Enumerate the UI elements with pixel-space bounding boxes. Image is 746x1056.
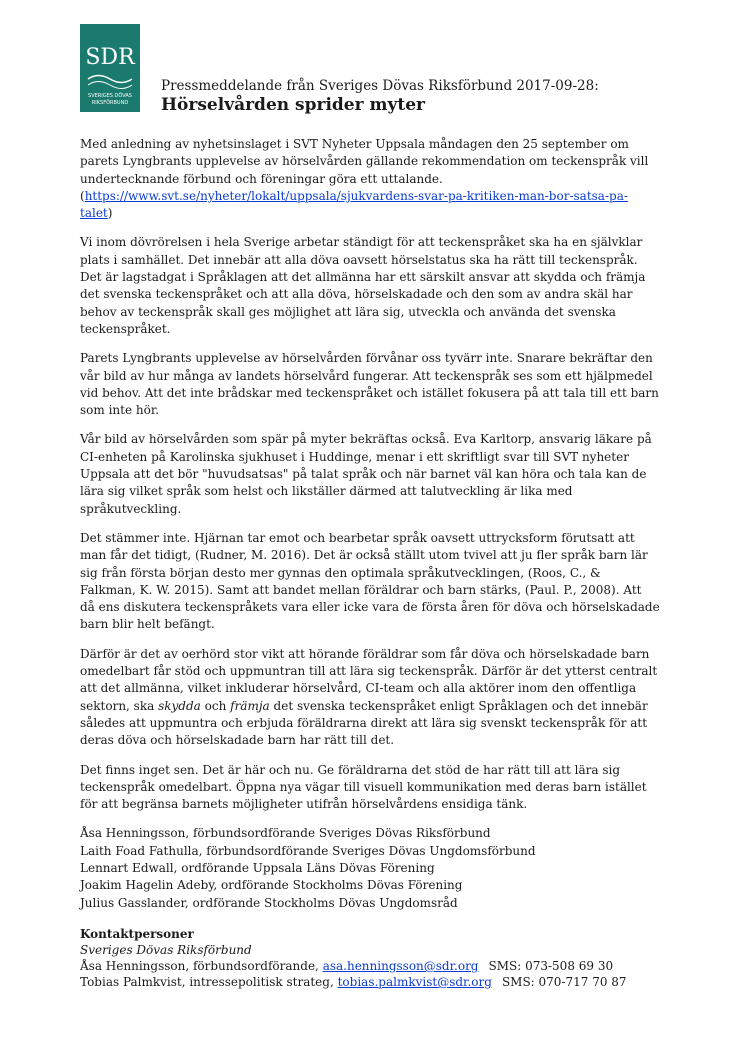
paragraph-1-open: (	[80, 188, 85, 203]
paragraph-3: Parets Lyngbrants upplevelse av hörselvården förvånar oss tyvärr inte. Snarare bekräftar den vår bild av hur många av landets hörselvård fungerar. Att teckenspråk ses som ett hjälpmedel vid behov. Att det inte brådskar med teckenspråket och istället fokusera på att tala till ett barn som inte hör.	[80, 351, 659, 418]
sdr-logo-graphic	[80, 24, 140, 112]
contact-name: Åsa Henningsson, förbundsordförande,	[80, 958, 323, 973]
emphasis-framja: främja	[230, 698, 270, 713]
paragraph-2: Vi inom dövrörelsen i hela Sverige arbetar ständigt för att teckenspråket ska ha en självklar plats i samhället. Det innebär att alla döva oavsett hörselstatus ska ha rätt till teckenspråk. Det är lagstadgat i Språklagen att det allmänna har ett särskilt ansvar att skydda och främja det svenska teckenspråket och att alla döva, hörselskadade och den som av andra skäl har behov av teckenspråk skall ges möjlighet att lära sig, utveckla och använda det svenska teckenspråket.	[80, 235, 646, 336]
paragraph-1-text: Med anledning av nyhetsinslaget i SVT Nyheter Uppsala måndagen den 25 september om parets Lyngbrants upplevelse av hörselvården gällande rekommendation om teckenspråk vill undertecknande förbund och föreningar göra ett uttalande.	[80, 137, 649, 186]
paragraph-6	[80, 646, 660, 750]
contact-person	[80, 974, 660, 990]
paragraph-4: Vår bild av hörselvården som spär på myter bekräftas också. Eva Karltorp, ansvarig läkare på CI-enheten på Karolinska sjukhuset i Huddinge, menar i ett skriftligt svar till SVT nyheter Uppsala att det bör "huvudsatsas" på talat språk och när barnet väl kan höra och tala kan de lära sig vilket språk som helst och likställer därmed att talutveckling är lika med språkutveckling.	[80, 432, 652, 516]
signature-line: Julius Gasslander, ordförande Stockholms Dövas Ungdomsråd	[80, 895, 458, 910]
contact-person	[80, 958, 660, 974]
paragraph-6-part-b: och	[200, 698, 231, 713]
signature-line: Laith Foad Fathulla, förbundsordförande Sveriges Dövas Ungdomsförbund	[80, 843, 536, 858]
logo-line1: SVERIGES DÖVAS	[88, 93, 132, 99]
signature-line: Åsa Henningsson, förbundsordförande Sveriges Dövas Riksförbund	[80, 826, 491, 841]
contact-email-link[interactable]: asa.henningsson@sdr.org	[322, 958, 479, 973]
document-body	[80, 136, 660, 990]
svt-article-link[interactable]: https://www.svt.se/nyheter/lokalt/uppsala/sjukvardens-svar-pa-kritiken-man-bor-satsa-pa-talet	[80, 188, 628, 221]
signature-line: Lennart Edwall, ordförande Uppsala Läns Dövas Förening	[80, 860, 435, 875]
contact-sms: SMS: 070-717 70 87	[501, 974, 627, 989]
contact-section	[80, 926, 660, 990]
emphasis-skydda: skydda	[158, 698, 201, 713]
document-header	[161, 78, 599, 115]
paragraph-6-part-a: Därför är det av oerhörd stor vikt att hörande föräldrar som får döva och hörselskadade barn omedelbart får stöd och uppmuntran till att lära sig teckenspråk. Därför är det ytterst centralt att det allmänna, vilket inkluderar hörselvård, CI-team och alla aktörer inom den offentliga sektorn, ska	[80, 646, 658, 713]
press-release-subtitle: Pressmeddelande från Sveriges Dövas Riksförbund 2017-09-28:	[161, 78, 599, 94]
sdr-logo	[80, 24, 140, 112]
paragraph-7: Det finns inget sen. Det är här och nu. Ge föräldrarna det stöd de har rätt till att lära sig teckenspråk omedelbart. Öppna nya vägar till visuell kommunikation med deras barn istället för att begränsa barnets möjligheter utifrån hörselvårdens ensidiga tänk.	[80, 762, 647, 812]
paragraph-6-part-c: det svenska teckenspråket enligt Språklagen och det innebär således att uppmuntra och erbjuda föräldrarna direkt att lära sig svenskt teckenspråk för att deras döva och hörselskadade barn har rätt till det.	[80, 698, 648, 748]
contact-email-link[interactable]: tobias.palmkvist@sdr.org	[337, 974, 492, 989]
signatures	[80, 825, 660, 911]
logo-letters: SDR	[85, 45, 135, 70]
contact-heading: Kontaktpersoner	[80, 926, 194, 941]
paragraph-1	[80, 136, 660, 222]
paragraph-5: Det stämmer inte. Hjärnan tar emot och bearbetar språk oavsett uttrycksform förutsatt att man får det tidigt, (Rudner, M. 2016). Det är också ställt utom tvivel att ju fler språk barn lär sig från första början desto mer gynnas den optimala språkutvecklingen, (Roos, C., & Falkman, K. W. 2015). Samt att bandet mellan föräldrar och barn stärks, (Paul. P., 2008). Att då ens diskutera teckenspråkets vara eller icke vara de första åren för döva och hörselskadade barn blir helt befängt.	[80, 530, 660, 632]
signature-line: Joakim Hagelin Adeby, ordförande Stockholms Dövas Förening	[80, 878, 463, 893]
contact-name: Tobias Palmkvist, intressepolitisk strateg,	[80, 974, 338, 989]
document-title: Hörselvården sprider myter	[161, 95, 425, 115]
paragraph-1-close: )	[107, 206, 113, 221]
logo-line2: RIKSFÖRBUND	[91, 100, 129, 106]
contact-sms: SMS: 073-508 69 30	[488, 958, 614, 973]
contact-org: Sveriges Dövas Riksförbund	[80, 942, 252, 957]
